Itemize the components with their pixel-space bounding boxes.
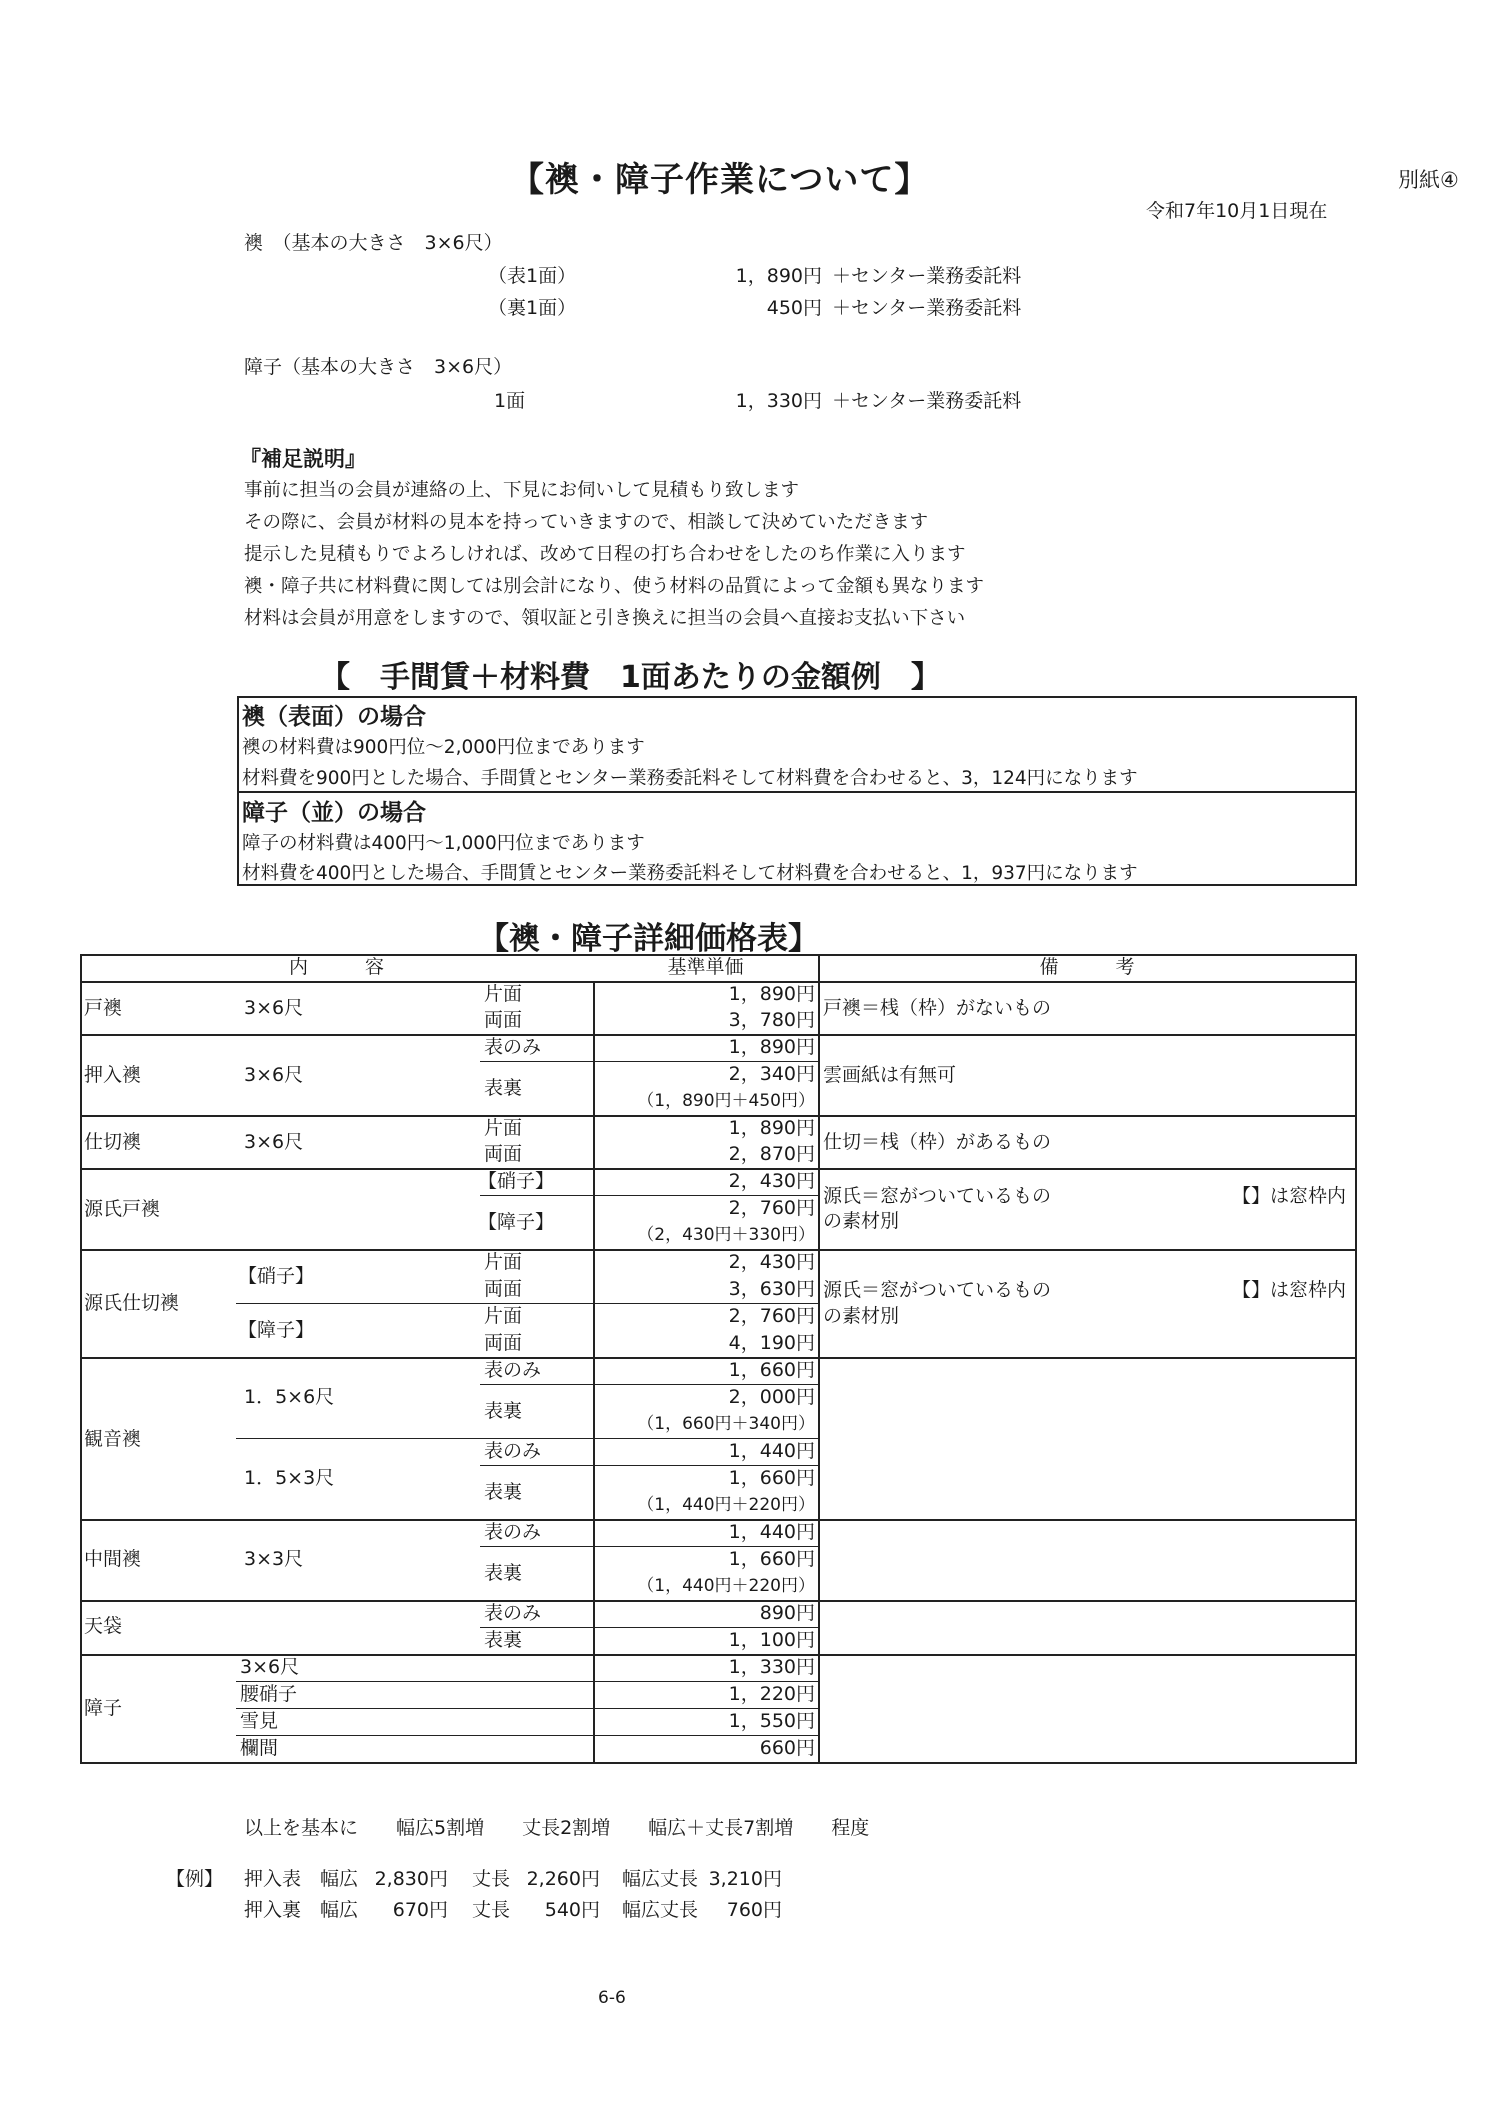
row-sub: 【障子】 [478, 1211, 555, 1233]
row-note-right: 【】は窓枠内 [1232, 1279, 1347, 1301]
row-sub: 表のみ [484, 1602, 542, 1624]
examples-title: 【 手間賃＋材料費 1面あたりの金額例 】 [320, 660, 941, 695]
row-note: の素材別 [823, 1305, 900, 1327]
row-price: 1，100円 [728, 1629, 815, 1651]
supplement-line: 襖・障子共に材料費に関しては別会計になり、使う材料の品質によって金額も異なります [244, 576, 985, 597]
example-wl-value: 760円 [726, 1899, 782, 1921]
example-w-label: 幅広 [320, 1868, 359, 1890]
row-price: 1，440円 [728, 1440, 815, 1462]
row-name: 源氏戸襖 [84, 1198, 161, 1220]
fusuma-back-price: 450円 [766, 297, 822, 319]
example-l-label: 丈長 [472, 1899, 511, 1921]
row-price-breakdown: （1，660円＋340円） [637, 1414, 815, 1434]
fusuma-front-label: （表1面） [488, 265, 577, 287]
shoji-item-price: 1，220円 [728, 1683, 815, 1705]
row-price: 2，430円 [728, 1251, 815, 1273]
row-name: 観音襖 [84, 1428, 142, 1450]
example-w-value: 2,830円 [374, 1868, 448, 1890]
row-price: 2，870円 [728, 1143, 815, 1165]
row-price: 1，660円 [728, 1359, 815, 1381]
row-size: 3×6尺 [244, 997, 304, 1019]
row-sub: 片面 [484, 1117, 523, 1139]
row-sub: 片面 [484, 983, 523, 1005]
row-sub: 片面 [484, 1305, 523, 1327]
row-sub: 表裏 [484, 1481, 523, 1503]
example-fusuma-total: 材料費を900円とした場合、手間賃とセンター業務委託料そして材料費を合わせると、3，124円になります [242, 768, 1138, 789]
example-wl-label: 幅広丈長 [622, 1868, 699, 1890]
row-price-breakdown: （1，440円＋220円） [637, 1495, 815, 1515]
annex-label: 別紙④ [1398, 168, 1459, 192]
example-l-value: 540円 [544, 1899, 600, 1921]
row-name: 仕切襖 [84, 1131, 142, 1153]
row-price-breakdown: （1，890円＋450円） [637, 1091, 815, 1111]
row-sub: 表のみ [484, 1521, 542, 1543]
row-name: 押入襖 [84, 1064, 142, 1086]
row-note: 雲画紙は有無可 [823, 1064, 957, 1086]
shoji-item-price: 1，550円 [728, 1710, 815, 1732]
row-price: 1，890円 [728, 1036, 815, 1058]
supplement-heading: 『補足説明』 [240, 447, 366, 471]
row-price: 1，890円 [728, 983, 815, 1005]
shoji-basic-heading: 障子（基本の大きさ 3×6尺） [244, 356, 513, 378]
example-l-value: 2,260円 [526, 1868, 600, 1890]
row-price: 2，000円 [728, 1386, 815, 1408]
row-sub: 両面 [484, 1009, 523, 1031]
row-size: 1．5×3尺 [244, 1467, 335, 1489]
row-price: 2，760円 [728, 1305, 815, 1327]
header-price: 基準単価 [667, 956, 744, 978]
row-sub: 片面 [484, 1251, 523, 1273]
header-content: 内 容 [288, 956, 384, 978]
row-sub: 表のみ [484, 1359, 542, 1381]
row-price: 2，760円 [728, 1197, 815, 1219]
row-name: 障子 [84, 1697, 123, 1719]
fusuma-basic-heading: 襖 （基本の大きさ 3×6尺） [244, 232, 503, 254]
row-name: 中間襖 [84, 1548, 142, 1570]
row-note: 源氏＝窓がついているもの [823, 1185, 1052, 1207]
row-price-breakdown: （2，430円＋330円） [637, 1225, 815, 1245]
supplement-line: その際に、会員が材料の見本を持っていきますので、相談して決めていただきます [244, 512, 929, 533]
example-row-name: 押入裏 [244, 1899, 302, 1921]
example-l-label: 丈長 [472, 1868, 511, 1890]
header-notes: 備 考 [1039, 956, 1135, 978]
row-size: 3×6尺 [244, 1064, 304, 1086]
row-size: 1．5×6尺 [244, 1386, 335, 1408]
shoji-face-fee: ＋センター業務委託料 [832, 390, 1022, 412]
row-sub: 表裏 [484, 1562, 523, 1584]
shoji-item-label: 腰硝子 [240, 1683, 298, 1705]
row-sub: 両面 [484, 1332, 523, 1354]
supplement-line: 事前に担当の会員が連絡の上、下見にお伺いして見積もり致します [244, 480, 800, 501]
fusuma-front-price: 1，890円 [735, 265, 822, 287]
example-label: 【例】 [166, 1868, 224, 1890]
example-row-name: 押入表 [244, 1868, 302, 1890]
as-of-date: 令和7年10月1日現在 [1146, 200, 1328, 222]
example-shoji-heading: 障子（並）の場合 [242, 800, 426, 826]
row-price: 1，660円 [728, 1548, 815, 1570]
shoji-item-label: 雪見 [240, 1710, 279, 1732]
example-w-value: 670円 [392, 1899, 448, 1921]
row-sub: 表裏 [484, 1400, 523, 1422]
row-size: 3×6尺 [244, 1131, 304, 1153]
row-price: 890円 [759, 1602, 815, 1624]
row-price-breakdown: （1，440円＋220円） [637, 1576, 815, 1596]
shoji-item-price: 660円 [759, 1737, 815, 1759]
row-note-right: 【】は窓枠内 [1232, 1185, 1347, 1207]
row-price: 4，190円 [728, 1332, 815, 1354]
supplement-line: 提示した見積もりでよろしければ、改めて日程の打ち合わせをしたのち作業に入ります [244, 544, 966, 565]
row-sub: 両面 [484, 1143, 523, 1165]
shoji-item-label: 3×6尺 [240, 1656, 300, 1678]
fusuma-back-fee: ＋センター業務委託料 [832, 297, 1022, 319]
examples-divider [237, 791, 1357, 793]
row-name: 戸襖 [84, 997, 123, 1019]
shoji-face-label: 1面 [494, 390, 526, 412]
row-price: 1，440円 [728, 1521, 815, 1543]
header-divider [818, 954, 820, 1764]
shoji-face-price: 1，330円 [735, 390, 822, 412]
supplement-line: 材料は会員が用意をしますので、領収証と引き換えに担当の会員へ直接お支払い下さい [244, 608, 966, 629]
example-shoji-range: 障子の材料費は400円～1,000円位まであります [242, 833, 645, 854]
example-wl-label: 幅広丈長 [622, 1899, 699, 1921]
price-table-title: 【襖・障子詳細価格表】 [478, 921, 819, 957]
row-price: 2，430円 [728, 1170, 815, 1192]
example-wl-value: 3,210円 [708, 1868, 782, 1890]
row-group: 【障子】 [238, 1319, 315, 1341]
row-note: 源氏＝窓がついているもの [823, 1279, 1052, 1301]
shoji-item-label: 欄間 [240, 1737, 279, 1759]
page-number: 6-6 [598, 1988, 626, 2008]
example-w-label: 幅広 [320, 1899, 359, 1921]
row-name: 源氏仕切襖 [84, 1292, 180, 1314]
surcharge-rule: 以上を基本に 幅広5割増 丈長2割増 幅広＋丈長7割増 程度 [244, 1817, 870, 1839]
row-name: 天袋 [84, 1615, 123, 1637]
row-group: 【硝子】 [238, 1265, 315, 1287]
row-sub: 表のみ [484, 1440, 542, 1462]
row-sub: 【硝子】 [478, 1170, 555, 1192]
row-sub: 表裏 [484, 1629, 523, 1651]
row-price: 1，890円 [728, 1117, 815, 1139]
example-fusuma-range: 襖の材料費は900円位～2,000円位まであります [242, 737, 645, 758]
example-fusuma-heading: 襖（表面）の場合 [242, 704, 426, 730]
row-sub: 両面 [484, 1278, 523, 1300]
row-price: 2，340円 [728, 1063, 815, 1085]
row-note: 戸襖＝桟（枠）がないもの [823, 997, 1052, 1019]
fusuma-back-label: （裏1面） [488, 297, 577, 319]
row-note: の素材別 [823, 1210, 900, 1232]
row-price: 1，660円 [728, 1467, 815, 1489]
shoji-item-price: 1，330円 [728, 1656, 815, 1678]
row-price: 3，630円 [728, 1278, 815, 1300]
fusuma-front-fee: ＋センター業務委託料 [832, 265, 1022, 287]
page-title: 【襖・障子作業について】 [510, 160, 930, 200]
row-sub: 表のみ [484, 1036, 542, 1058]
row-price: 3，780円 [728, 1009, 815, 1031]
row-note: 仕切＝桟（枠）があるもの [823, 1131, 1052, 1153]
row-sub: 表裏 [484, 1077, 523, 1099]
example-shoji-total: 材料費を400円とした場合、手間賃とセンター業務委託料そして材料費を合わせると、1，937円になります [242, 863, 1138, 884]
row-size: 3×3尺 [244, 1548, 304, 1570]
